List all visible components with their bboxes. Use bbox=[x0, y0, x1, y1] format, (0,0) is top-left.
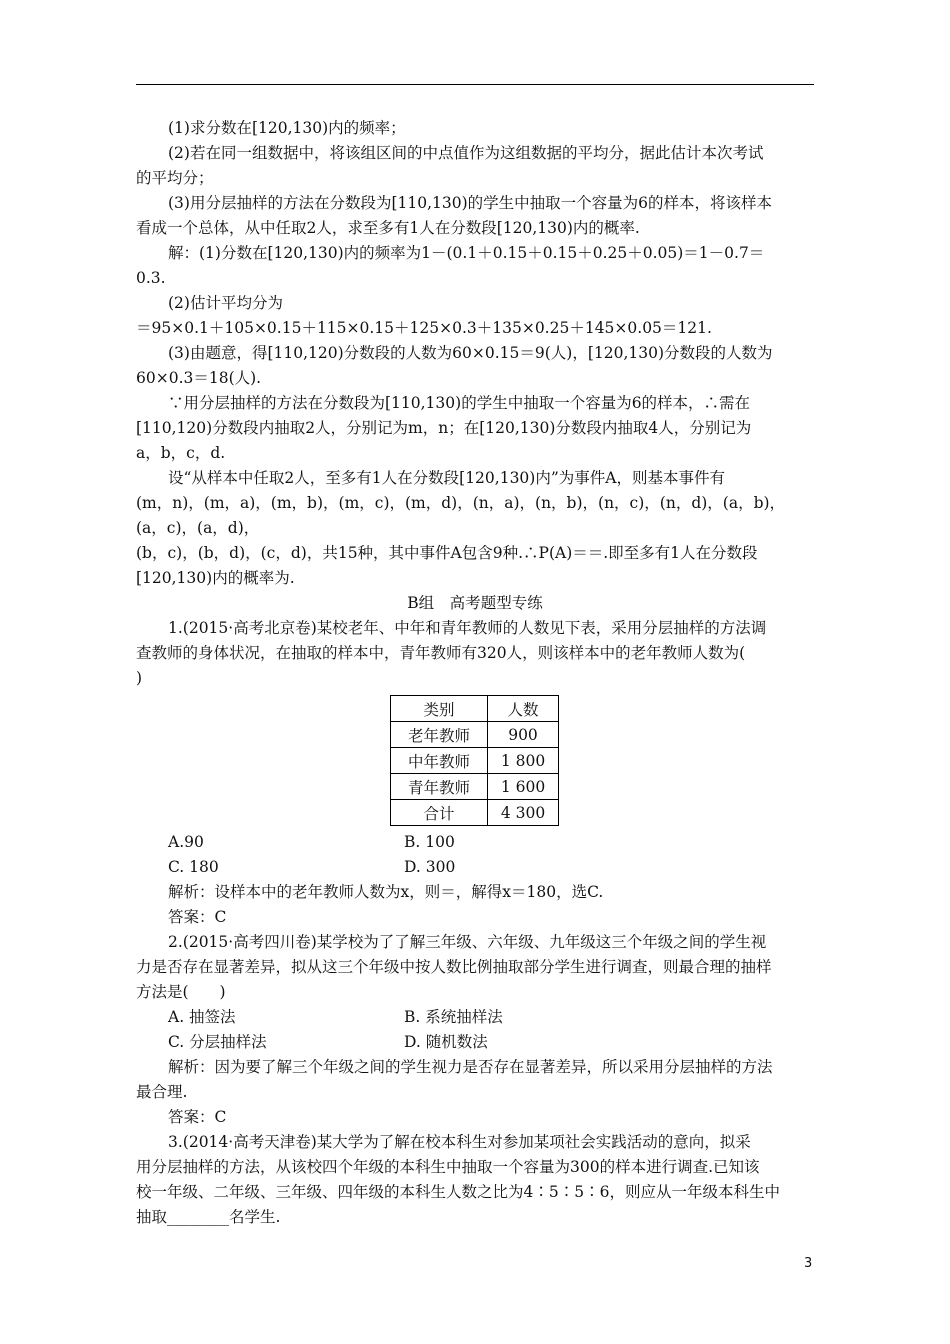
text-line: 60×0.3＝18(人). bbox=[136, 369, 262, 387]
text-line: [120,130)内的概率为. bbox=[136, 569, 295, 587]
text-line: (m，n)，(m，a)，(m，b)，(m，c)，(m，d)，(n，a)，(n，b)，(n，c)，(n，d)，(a，b)，(a，c)，(a，d)， bbox=[136, 494, 786, 537]
question-2-line: 力是否存在显著差异，拟从这三个年级中按人数比例抽取部分学生进行调查，则最合理的抽样 bbox=[136, 958, 772, 976]
table-cell: 1 800 bbox=[488, 748, 559, 774]
question-1-analysis: 解析：设样本中的老年教师人数为x，则＝，解得x＝180，选C. bbox=[168, 883, 604, 901]
table-row bbox=[391, 774, 559, 800]
question-1-line: 查教师的身体状况，在抽取的样本中，青年教师有320人，则该样本中的老年教师人数为( bbox=[136, 644, 746, 662]
table-cell: 青年教师 bbox=[391, 774, 488, 800]
question-2-line: 方法是( ) bbox=[136, 983, 226, 1001]
text-line: (1)求分数在[120,130)内的频率； bbox=[168, 119, 406, 137]
table-cell: 900 bbox=[488, 722, 559, 748]
text-line: ∵用分层抽样的方法在分数段为[110,130)的学生中抽取一个容量为6的样本，∴需在 bbox=[168, 394, 751, 412]
table-row bbox=[391, 748, 559, 774]
table-header-row bbox=[391, 696, 559, 722]
table-cell: 合计 bbox=[391, 800, 488, 826]
text-line: (b，c)，(b，d)，(c，d)，共15种，其中事件A包含9种.∴P(A)＝＝.即至多有1人在分数段 bbox=[136, 544, 758, 562]
question-2-answer: 答案：C bbox=[168, 1108, 227, 1126]
option-d: D. 随机数法 bbox=[404, 1033, 488, 1051]
text-line: (3)用分层抽样的方法在分数段为[110,130)的学生中抽取一个容量为6的样本，将该样本 bbox=[168, 194, 773, 212]
question-3-line: 校一年级、二年级、三年级、四年级的本科生人数之比为4∶5∶5∶6，则应从一年级本科生中 bbox=[136, 1183, 780, 1201]
question-3-line: 用分层抽样的方法，从该校四个年级的本科生中抽取一个容量为300的样本进行调查.已知该 bbox=[136, 1158, 760, 1176]
table-header-cell: 人数 bbox=[488, 696, 559, 722]
text-line: 看成一个总体，从中任取2人，求至多有1人在分数段[120,130)内的概率. bbox=[136, 219, 640, 237]
page-content bbox=[136, 116, 814, 1230]
text-line: (3)由题意，得[110,120)分数段的人数为60×0.15＝9(人)，[120,130)分数段的人数为 bbox=[168, 344, 773, 362]
table-cell: 中年教师 bbox=[391, 748, 488, 774]
option-a: A. 抽签法 bbox=[168, 1008, 236, 1026]
table-header-cell: 类别 bbox=[391, 696, 488, 722]
table-row bbox=[391, 722, 559, 748]
text-line: 设“从样本中任取2人，至多有1人在分数段[120,130)内”为事件A，则基本事件有 bbox=[168, 469, 725, 487]
question-1-answer: 答案：C bbox=[168, 908, 227, 926]
text-line: (2)估计平均分为 bbox=[168, 294, 283, 312]
page-number: 3 bbox=[804, 1256, 813, 1271]
header-rule bbox=[136, 84, 814, 85]
text-line: ＝95×0.1＋105×0.15＋115×0.15＋125×0.3＋135×0.25＋145×0.05＝121. bbox=[136, 319, 712, 337]
option-b: B. 系统抽样法 bbox=[404, 1008, 503, 1026]
text-line: a，b，c，d. bbox=[136, 444, 226, 462]
question-1-line: 1.(2015·高考北京卷)某校老年、中年和青年教师的人数见下表，采用分层抽样的方法调 bbox=[168, 619, 767, 637]
option-b: B. 100 bbox=[404, 833, 455, 851]
option-c: C. 180 bbox=[168, 858, 219, 876]
table-cell: 1 600 bbox=[488, 774, 559, 800]
text-line: 解：(1)分数在[120,130)内的频率为1－(0.1＋0.15＋0.15＋0.25＋0.05)＝1－0.7＝ bbox=[168, 244, 765, 262]
table-cell: 4 300 bbox=[488, 800, 559, 826]
text-line: 0.3. bbox=[136, 269, 166, 287]
teacher-count-table bbox=[390, 695, 559, 826]
table-cell: 老年教师 bbox=[391, 722, 488, 748]
text-line: [110,120)分数段内抽取2人，分别记为m，n；在[120,130)分数段内抽取4人，分别记为 bbox=[136, 419, 752, 437]
question-1-options-row bbox=[136, 855, 814, 880]
question-1-line: ) bbox=[136, 669, 143, 687]
question-2-analysis: 最合理. bbox=[136, 1083, 188, 1101]
question-1-options-row bbox=[136, 830, 814, 855]
table-row bbox=[391, 800, 559, 826]
option-c: C. 分层抽样法 bbox=[168, 1033, 267, 1051]
question-2-options-row bbox=[136, 1030, 814, 1055]
section-title: B组 高考题型专练 bbox=[407, 594, 543, 612]
question-2-analysis: 解析：因为要了解三个年级之间的学生视力是否存在显著差异，所以采用分层抽样的方法 bbox=[168, 1058, 773, 1076]
option-d: D. 300 bbox=[404, 858, 456, 876]
text-line: (2)若在同一组数据中，将该组区间的中点值作为这组数据的平均分，据此估计本次考试 bbox=[168, 144, 764, 162]
option-a: A.90 bbox=[168, 833, 204, 851]
question-3-line: 3.(2014·高考天津卷)某大学为了解在校本科生对参加某项社会实践活动的意向，拟采 bbox=[168, 1133, 751, 1151]
question-2-line: 2.(2015·高考四川卷)某学校为了了解三年级、六年级、九年级这三个年级之间的学生视 bbox=[168, 933, 767, 951]
text-line: 的平均分； bbox=[136, 169, 214, 187]
question-2-options-row bbox=[136, 1005, 814, 1030]
question-3-line: 抽取________名学生. bbox=[136, 1208, 281, 1226]
